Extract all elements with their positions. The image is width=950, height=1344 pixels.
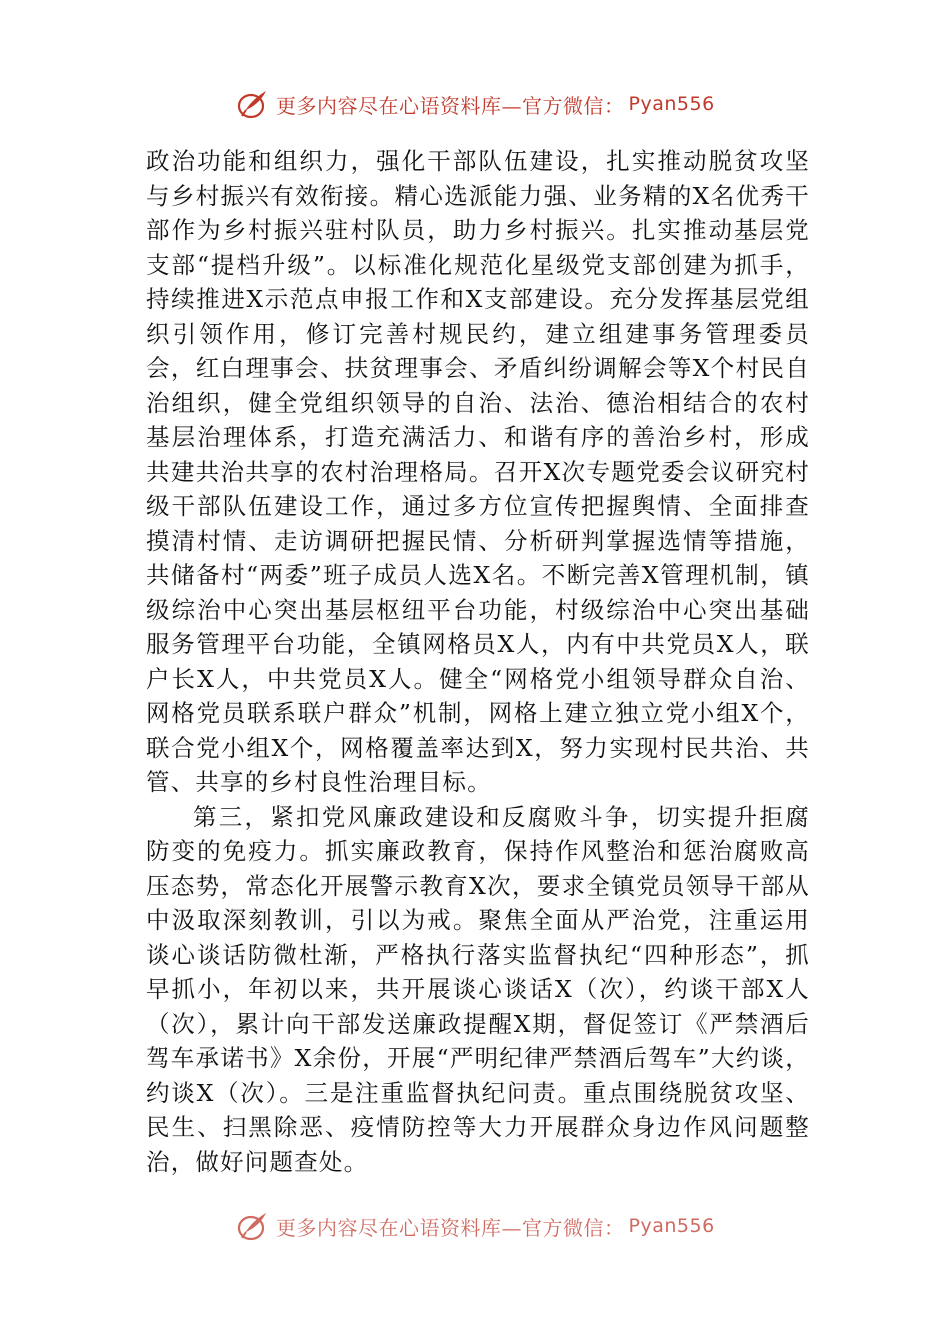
footer-watermark (236, 1208, 715, 1244)
quill-logo-icon (236, 87, 270, 121)
watermark-code: Pyan556 (628, 93, 715, 115)
document-body (146, 144, 810, 1179)
watermark-code: Pyan556 (628, 1215, 715, 1237)
watermark-text: 更多内容尽在心语资料库—官方微信： (276, 93, 625, 118)
header-watermark (236, 86, 715, 122)
quill-logo-icon (236, 1209, 270, 1243)
watermark-text: 更多内容尽在心语资料库—官方微信： (276, 1215, 625, 1240)
paragraph-continuation: 政治功能和组织力，强化干部队伍建设，扎实推动脱贫攻坚与乡村振兴有效衔接。精心选派能力强、业务精的X名优秀干部作为乡村振兴驻村队员，助力乡村振兴。扎实推动基层党支部“提档升级”。以标准化规范化星级党支部创建为抓手，持续推进X示范点申报工作和X支部建设。充分发挥基层党组织引领作用，修订完善村规民约，建立组建事务管理委员会，红白理事会、扶贫理事会、矛盾纠纷调解会等X个村民自治组织，健全党组织领导的自治、法治、德治相结合的农村基层治理体系，打造充满活力、和谐有序的善治乡村，形成共建共治共享的农村治理格局。召开X次专题党委会议研究村级干部队伍建设工作，通过多方位宣传把握舆情、全面排查摸清村情、走访调研把握民情、分析研判掌握选情等措施，共储备村“两委”班子成员人选X名。不断完善X管理机制，镇级综治中心突出基层枢纽平台功能，村级综治中心突出基础服务管理平台功能，全镇网格员X人，内有中共党员X人，联户长X人，中共党员X人。健全“网格党小组领导群众自治、网格党员联系联户群众”机制，网格上建立独立党小组X个，联合党小组X个，网格覆盖率达到X，努力实现村民共治、共管、共享的乡村良性治理目标。 (146, 147, 810, 796)
paragraph-section-three: 第三，紧扣党风廉政建设和反腐败斗争，切实提升拒腐防变的免疫力。抓实廉政教育，保持作风整治和惩治腐败高压态势，常态化开展警示教育X次，要求全镇党员领导干部从中汲取深刻教训，引以为戒。聚焦全面从严治党，注重运用谈心谈话防微杜渐，严格执行落实监督执纪“四种形态”，抓早抓小，年初以来，共开展谈心谈话X（次），约谈干部X人（次），累计向干部发送廉政提醒X期，督促签订《严禁酒后驾车承诺书》X余份，开展“严明纪律严禁酒后驾车”大约谈，约谈X（次）。三是注重监督执纪问责。重点围绕脱贫攻坚、民生、扫黑除恶、疫情防控等大力开展群众身边作风问题整治，做好问题查处。 (146, 802, 810, 1176)
